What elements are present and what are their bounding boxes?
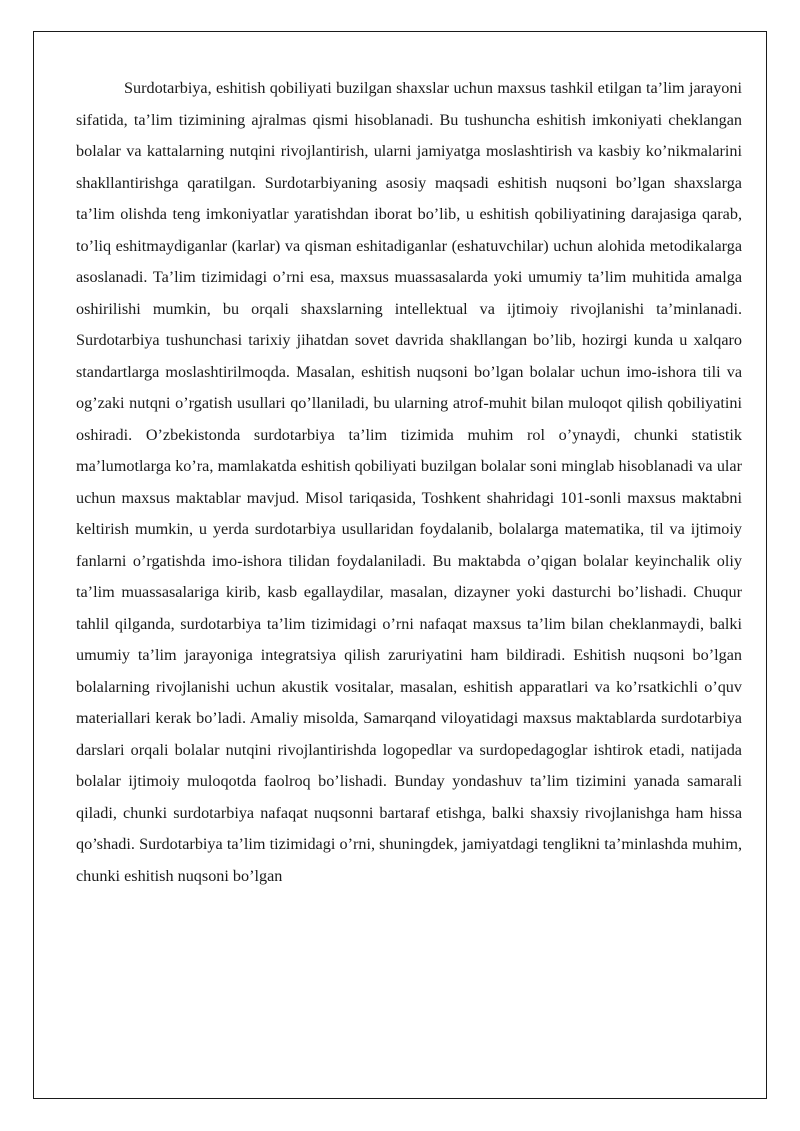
body-paragraph: Surdotarbiya, eshitish qobiliyati buzilgan shaxslar uchun maxsus tashkil etilgan ta’lim jarayoni sifatida, ta’lim tizimining ajralmas qismi hisoblanadi. Bu tushuncha eshitish imkoniyati cheklangan bolalar va kattalarning nutqini rivojlantirish, ularni jamiyatga moslashtirish va kasbiy ko’nikmalarini shakllantirishga qaratilgan. Surdotarbiyaning asosiy maqsadi eshitish nuqsoni bo’lgan shaxslarga ta’lim olishda teng imkoniyatlar yaratishdan iborat bo’lib, u eshitish qobiliyatining darajasiga qarab, to’liq eshitmaydiganlar (karlar) va qisman eshitadiganlar (eshatuvchilar) uchun alohida metodikalarga asoslanadi. Ta’lim tizimidagi o’rni esa, maxsus muassasalarda yoki umumiy ta’lim muhitida amalga oshirilishi mumkin, bu orqali shaxslarning intellektual va ijtimoiy rivojlanishi ta’minlanadi. Surdotarbiya tushunchasi tarixiy jihatdan sovet davrida shakllangan bo’lib, hozirgi kunda u xalqaro standartlarga moslashtirilmoqda. Masalan, eshitish nuqsoni bo’lgan bolalar uchun imo-ishora tili va og’zaki nutqni o’rgatish usullari qo’llaniladi, bu ularning atrof-muhit bilan muloqot qilish qobiliyatini oshiradi. O’zbekistonda surdotarbiya ta’lim tizimida muhim rol o’ynaydi, chunki statistik ma’lumotlarga ko’ra, mamlakatda eshitish qobiliyati buzilgan bolalar soni minglab hisoblanadi va ular uchun maxsus maktablar mavjud. Misol tariqasida, Toshkent shahridagi 101-sonli maxsus maktabni keltirish mumkin, u yerda surdotarbiya usullaridan foydalanib, bolalarga matematika, til va ijtimoiy fanlarni o’rgatishda imo-ishora tilidan foydalaniladi. Bu maktabda o’qigan bolalar keyinchalik oliy ta’lim muassasalariga kirib, kasb egallaydilar, masalan, dizayner yoki dasturchi bo’lishadi. Chuqur tahlil qilganda, surdotarbiya ta’lim tizimidagi o’rni nafaqat maxsus ta’lim bilan cheklanmaydi, balki umumiy ta’lim jarayoniga integratsiya qilish zaruriyatini ham bildiradi. Eshitish nuqsoni bo’lgan bolalarning rivojlanishi uchun akustik vositalar, masalan, eshitish apparatlari va ko’rsatkichli o’quv materiallari kerak bo’ladi. Amaliy misolda, Samarqand viloyatidagi maxsus maktablarda surdotarbiya darslari orqali bolalar nutqini rivojlantirishda logopedlar va surdopedagoglar ishtirok etadi, natijada bolalar ijtimoiy muloqotda faolroq bo’lishadi. Bunday yondashuv ta’lim tizimini yanada samarali qiladi, chunki surdotarbiya nafaqat nuqsonni bartaraf etishga, balki shaxsiy rivojlanishga ham hissa qo’shadi. Surdotarbiya ta’lim tizimidagi o’rni, shuningdek, jamiyatdagi tenglikni ta’minlashda muhim, chunki eshitish nuqsoni bo’lgan bbox=[76, 79, 742, 885]
